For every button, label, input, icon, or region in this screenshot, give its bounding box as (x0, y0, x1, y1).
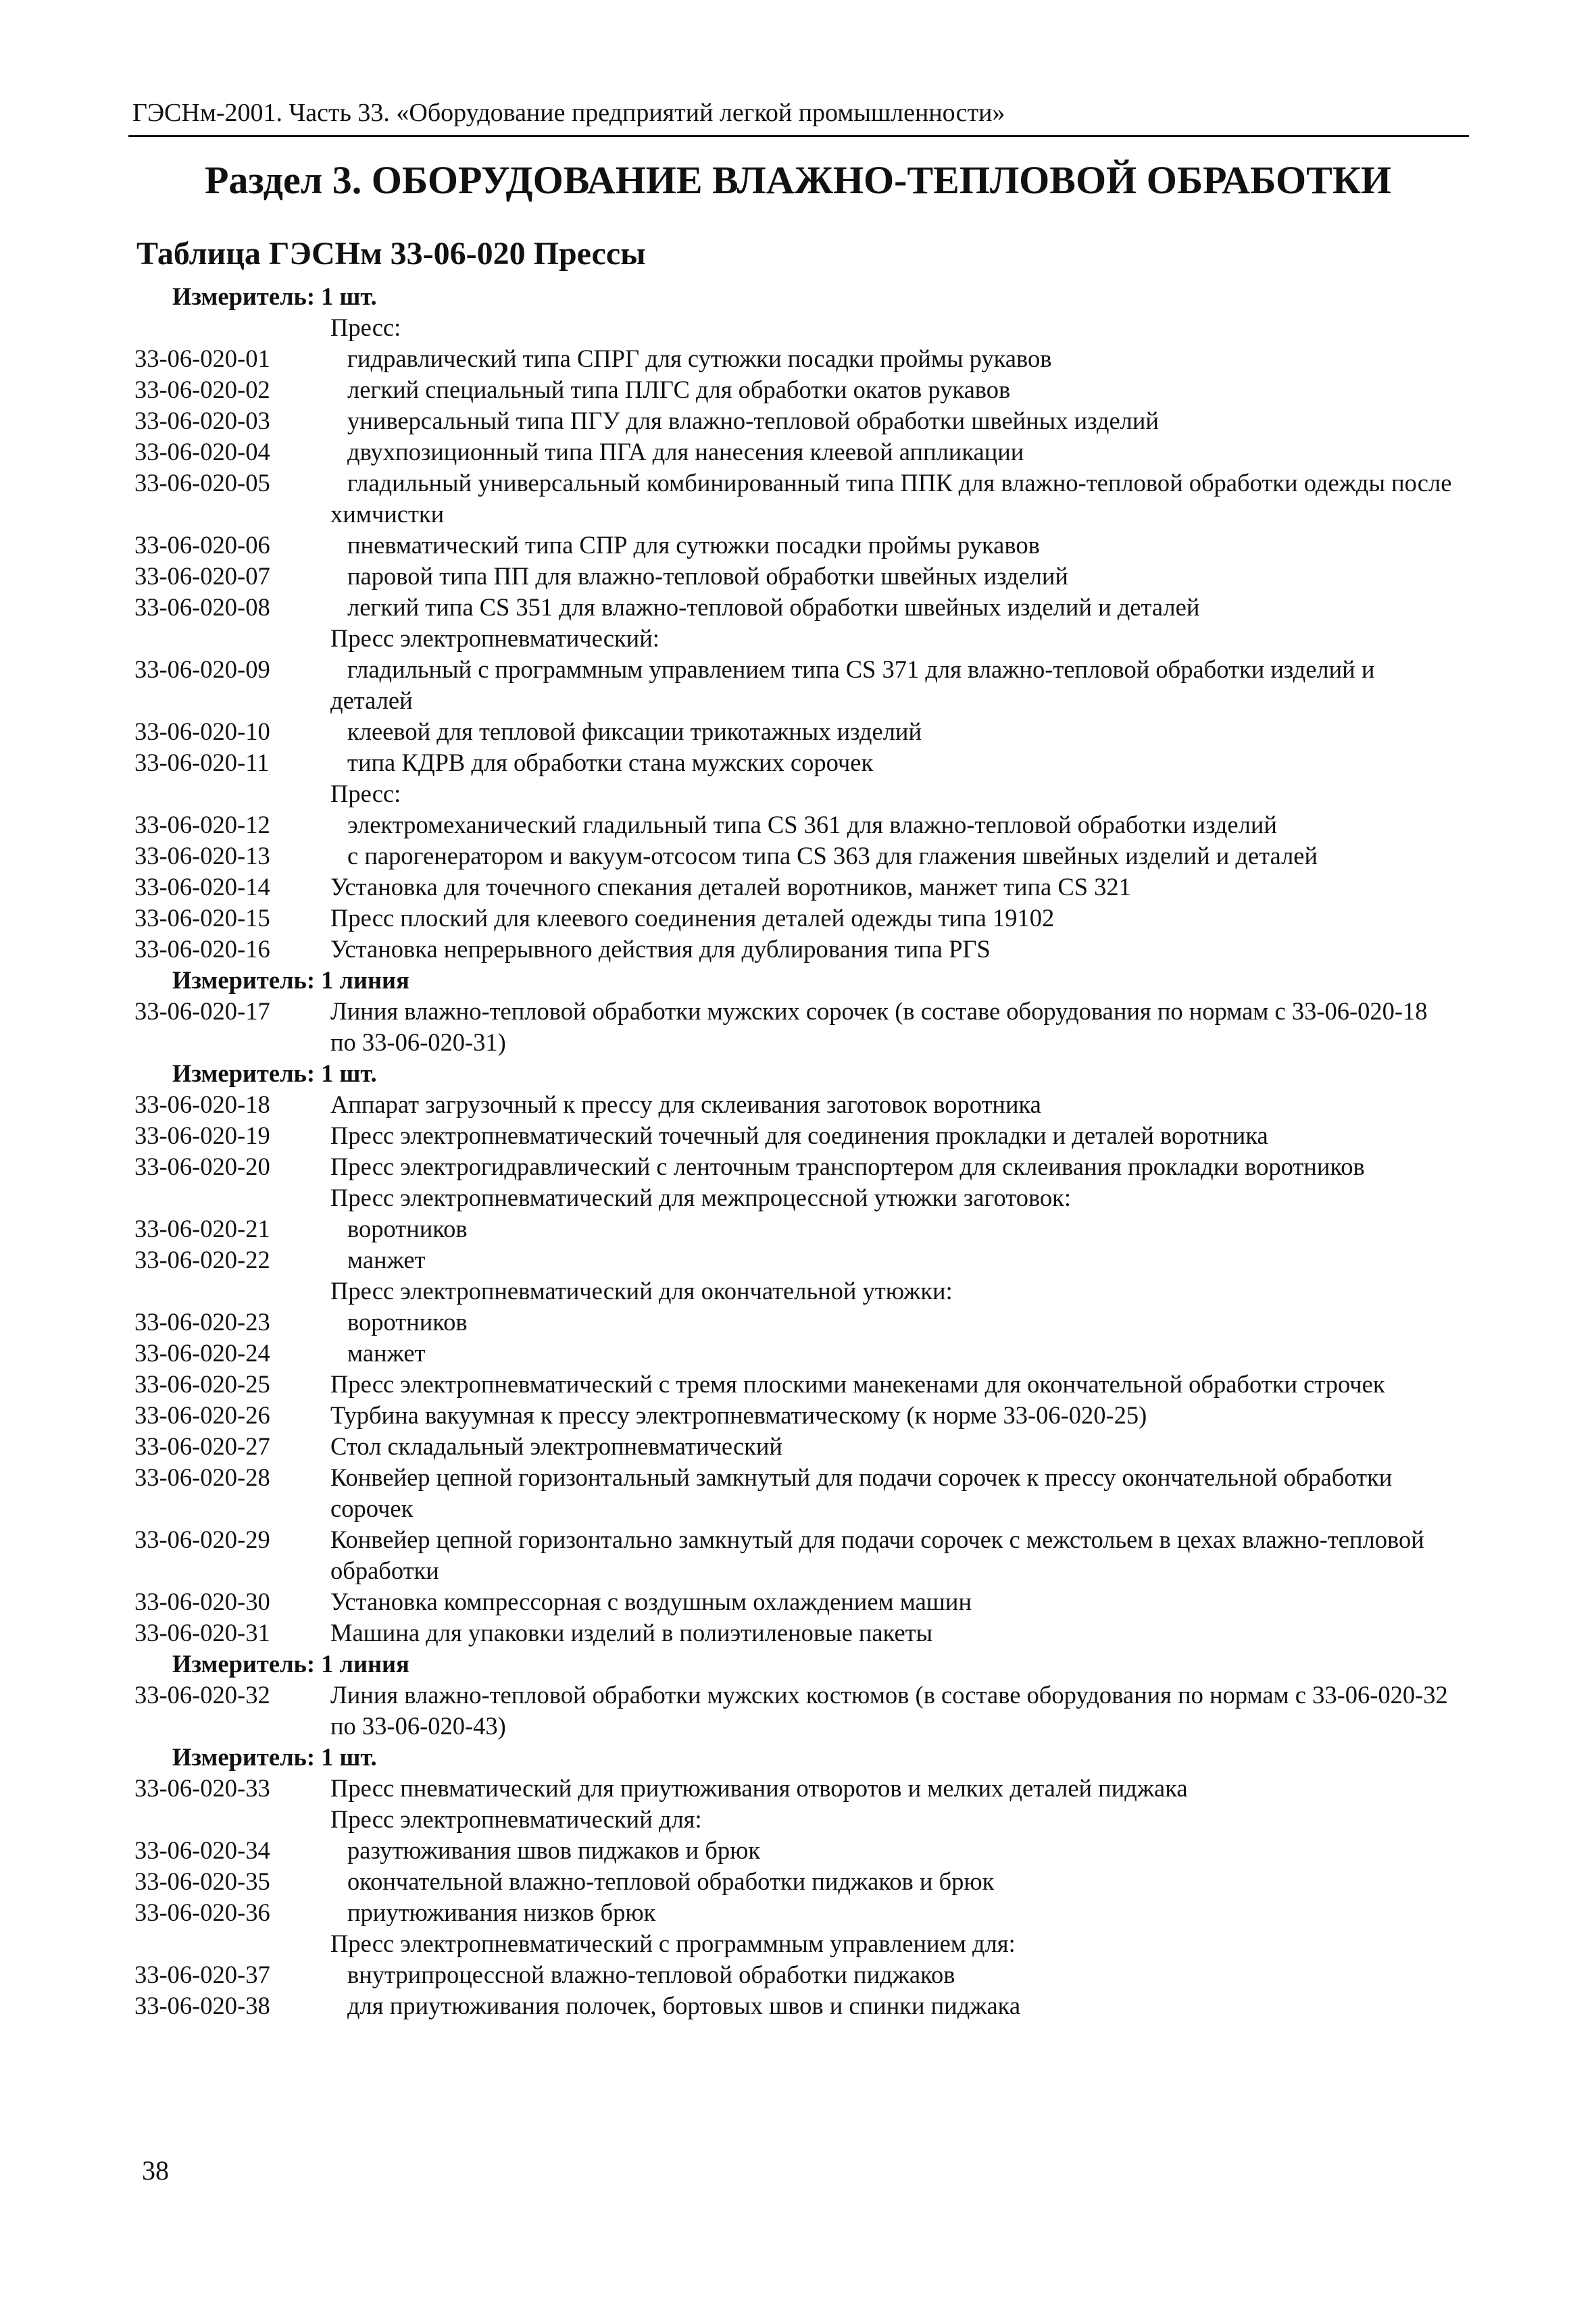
group-heading-row (0, 1804, 1596, 1835)
page-number: 38 (142, 2155, 169, 2186)
table-row (0, 996, 1596, 1058)
measure-unit-row (0, 1058, 1596, 1089)
group-heading-row (0, 312, 1596, 343)
norm-code: 33-06-020-31 (134, 1619, 270, 1646)
table-row (0, 1897, 1596, 1928)
group-heading-row (0, 1182, 1596, 1213)
table-row (0, 530, 1596, 561)
measure-unit: Измеритель: 1 шт. (172, 1743, 377, 1771)
group-heading: Пресс: (330, 313, 401, 341)
norm-description: гидравлический типа СПРГ для сутюжки посадки проймы рукавов (347, 345, 1052, 372)
table-row (0, 872, 1596, 903)
measure-unit: Измеритель: 1 шт. (172, 282, 377, 310)
norm-description: Установка компрессорная с воздушным охлаждением машин (330, 1588, 972, 1615)
norm-code: 33-06-020-07 (134, 562, 270, 590)
table-row (0, 1369, 1596, 1400)
table-row (0, 405, 1596, 436)
norm-code: 33-06-020-26 (134, 1401, 270, 1429)
norm-description: манжет (347, 1246, 426, 1274)
table-row (0, 1089, 1596, 1120)
norm-code: 33-06-020-15 (134, 904, 270, 932)
table-row (0, 592, 1596, 623)
group-heading-row (0, 1276, 1596, 1307)
table-row (0, 1586, 1596, 1617)
norm-description: Пресс плоский для клеевого соединения деталей одежды типа 19102 (330, 904, 1055, 932)
table-row (0, 343, 1596, 374)
norm-code: 33-06-020-29 (134, 1526, 270, 1553)
measure-unit: Измеритель: 1 линия (172, 1650, 409, 1678)
group-heading: Пресс электропневматический с программным управлением для: (330, 1930, 1016, 1957)
table-title: Таблица ГЭСНм 33-06-020 Прессы (136, 236, 646, 272)
norm-code: 33-06-020-34 (134, 1836, 270, 1864)
table-row (0, 1338, 1596, 1369)
norm-description: Стол складальный электропневматический (330, 1432, 782, 1460)
measure-unit: Измеритель: 1 линия (172, 966, 409, 994)
norm-description: Аппарат загрузочный к прессу для склеивания заготовок воротника (330, 1090, 1041, 1118)
norm-code: 33-06-020-08 (134, 593, 270, 621)
norm-description: Пресс электропневматический с тремя плоскими манекенами для окончательной обработки строчек (330, 1370, 1385, 1398)
norm-table (0, 281, 1596, 2021)
norm-description: электромеханический гладильный типа CS 361 для влажно-тепловой обработки изделий (347, 811, 1277, 838)
norm-code: 33-06-020-27 (134, 1432, 270, 1460)
group-heading: Пресс электропневматический для межпроцессной утюжки заготовок: (330, 1184, 1072, 1211)
norm-code: 33-06-020-16 (134, 935, 270, 963)
norm-code: 33-06-020-23 (134, 1308, 270, 1336)
norm-description: Конвейер цепной горизонтальный замкнутый для подачи сорочек к прессу окончательной обработки сорочек (330, 1463, 1393, 1522)
running-header: ГЭСНм-2001. Часть 33. «Оборудование предприятий легкой промышленности» (132, 99, 1005, 127)
norm-description: Линия влажно-тепловой обработки мужских сорочек (в составе оборудования по нормам с 33-06-020-18 по 33-06-020-31) (330, 997, 1428, 1056)
header-rule (128, 135, 1469, 137)
norm-description: Пресс электрогидравлический с ленточным транспортером для склеивания прокладки воротников (330, 1153, 1365, 1180)
table-row (0, 840, 1596, 872)
group-heading: Пресс: (330, 780, 401, 807)
norm-description: Машина для упаковки изделий в полиэтиленовые пакеты (330, 1619, 933, 1646)
norm-code: 33-06-020-24 (134, 1339, 270, 1367)
norm-code: 33-06-020-19 (134, 1122, 270, 1149)
measure-unit-row (0, 965, 1596, 996)
norm-description: для приутюживания полочек, бортовых швов и спинки пиджака (347, 1992, 1021, 2019)
norm-description: клеевой для тепловой фиксации трикотажных изделий (347, 718, 922, 745)
norm-code: 33-06-020-22 (134, 1246, 270, 1274)
norm-code: 33-06-020-33 (134, 1774, 270, 1802)
norm-code: 33-06-020-05 (134, 469, 270, 497)
norm-description: Турбина вакуумная к прессу электропневматическому (к норме 33-06-020-25) (330, 1401, 1147, 1429)
table-row (0, 1244, 1596, 1276)
table-row (0, 934, 1596, 965)
table-row (0, 374, 1596, 405)
table-row (0, 747, 1596, 778)
norm-description: манжет (347, 1339, 426, 1367)
norm-description: Установка непрерывного действия для дублирования типа PГS (330, 935, 991, 963)
table-row (0, 1773, 1596, 1804)
norm-description: разутюживания швов пиджаков и брюк (347, 1836, 761, 1864)
table-row (0, 1959, 1596, 1990)
table-row (0, 1835, 1596, 1866)
table-row (0, 468, 1596, 530)
norm-description: легкий типа CS 351 для влажно-тепловой обработки швейных изделий и деталей (347, 593, 1200, 621)
table-row (0, 1866, 1596, 1897)
table-row (0, 1462, 1596, 1524)
norm-code: 33-06-020-18 (134, 1090, 270, 1118)
group-heading-row (0, 623, 1596, 654)
table-row (0, 1431, 1596, 1462)
norm-description: гладильный с программным управлением типа CS 371 для влажно-тепловой обработки изделий и деталей (330, 655, 1375, 714)
norm-code: 33-06-020-37 (134, 1961, 270, 1988)
table-row (0, 1990, 1596, 2021)
norm-code: 33-06-020-17 (134, 997, 270, 1025)
norm-code: 33-06-020-13 (134, 842, 270, 870)
norm-code: 33-06-020-21 (134, 1215, 270, 1242)
norm-description: с парогенератором и вакуум-отсосом типа CS 363 для глажения швейных изделий и деталей (347, 842, 1318, 870)
norm-description: Конвейер цепной горизонтально замкнутый для подачи сорочек с межстольем в цехах влажно-тепловой обработки (330, 1526, 1424, 1584)
measure-unit-row (0, 281, 1596, 312)
norm-code: 33-06-020-11 (134, 749, 270, 776)
norm-code: 33-06-020-28 (134, 1463, 270, 1491)
group-heading-row (0, 1928, 1596, 1959)
table-row (0, 654, 1596, 716)
table-row (0, 1524, 1596, 1586)
norm-code: 33-06-020-36 (134, 1898, 270, 1926)
norm-description: приутюживания низков брюк (347, 1898, 656, 1926)
table-row (0, 1680, 1596, 1742)
norm-code: 33-06-020-03 (134, 407, 270, 434)
norm-code: 33-06-020-30 (134, 1588, 270, 1615)
norm-description: универсальный типа ПГУ для влажно-тепловой обработки швейных изделий (347, 407, 1159, 434)
norm-code: 33-06-020-20 (134, 1153, 270, 1180)
norm-description: Пресс пневматический для приутюживания отворотов и мелких деталей пиджака (330, 1774, 1188, 1802)
norm-description: Пресс электропневматический точечный для соединения прокладки и деталей воротника (330, 1122, 1268, 1149)
table-row (0, 1151, 1596, 1182)
measure-unit-row (0, 1649, 1596, 1680)
section-title: Раздел 3. ОБОРУДОВАНИЕ ВЛАЖНО-ТЕПЛОВОЙ ОБРАБОТКИ (204, 158, 1391, 202)
norm-code: 33-06-020-38 (134, 1992, 270, 2019)
table-row (0, 1120, 1596, 1151)
table-row (0, 1307, 1596, 1338)
norm-code: 33-06-020-14 (134, 873, 270, 901)
norm-description: воротников (347, 1308, 468, 1336)
norm-code: 33-06-020-04 (134, 438, 270, 466)
norm-code: 33-06-020-02 (134, 376, 270, 403)
norm-description: двухпозиционный типа ПГА для нанесения клеевой аппликации (347, 438, 1024, 466)
norm-description: паровой типа ПП для влажно-тепловой обработки швейных изделий (347, 562, 1068, 590)
norm-description: пневматический типа СПР для сутюжки посадки проймы рукавов (347, 531, 1040, 559)
norm-code: 33-06-020-35 (134, 1867, 270, 1895)
table-row (0, 903, 1596, 934)
group-heading-row (0, 778, 1596, 809)
norm-code: 33-06-020-10 (134, 718, 270, 745)
norm-description: типа КДРВ для обработки стана мужских сорочек (347, 749, 874, 776)
table-row (0, 1617, 1596, 1649)
norm-description: Установка для точечного спекания деталей воротников, манжет типа CS 321 (330, 873, 1131, 901)
norm-code: 33-06-020-32 (134, 1681, 270, 1709)
norm-description: окончательной влажно-тепловой обработки пиджаков и брюк (347, 1867, 995, 1895)
norm-description: воротников (347, 1215, 468, 1242)
measure-unit-row (0, 1742, 1596, 1773)
table-row (0, 436, 1596, 468)
table-row (0, 716, 1596, 747)
table-row (0, 809, 1596, 840)
norm-description: внутрипроцессной влажно-тепловой обработки пиджаков (347, 1961, 955, 1988)
norm-code: 33-06-020-06 (134, 531, 270, 559)
table-row (0, 1400, 1596, 1431)
norm-code: 33-06-020-12 (134, 811, 270, 838)
group-heading: Пресс электропневматический: (330, 624, 659, 652)
norm-code: 33-06-020-01 (134, 345, 270, 372)
norm-description: гладильный универсальный комбинированный типа ППК для влажно-тепловой обработки одежды после химчистки (330, 469, 1452, 528)
table-row (0, 561, 1596, 592)
norm-description: Линия влажно-тепловой обработки мужских костюмов (в составе оборудования по нормам с 33-06-020-32 по 33-06-020-43) (330, 1681, 1448, 1740)
table-row (0, 1213, 1596, 1244)
group-heading: Пресс электропневматический для: (330, 1805, 702, 1833)
measure-unit: Измеритель: 1 шт. (172, 1059, 377, 1087)
norm-code: 33-06-020-25 (134, 1370, 270, 1398)
norm-description: легкий специальный типа ПЛГС для обработки окатов рукавов (347, 376, 1011, 403)
norm-code: 33-06-020-09 (134, 655, 270, 683)
group-heading: Пресс электропневматический для окончательной утюжки: (330, 1277, 953, 1305)
